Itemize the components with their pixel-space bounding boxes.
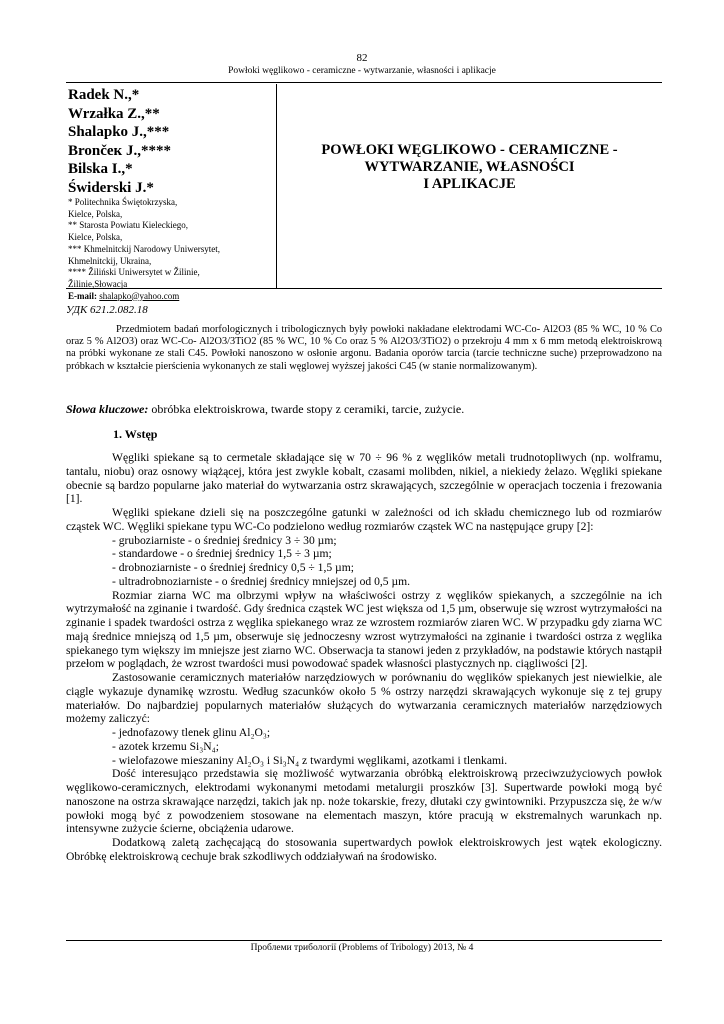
email-label: E-mail:	[68, 290, 97, 301]
affiliation-line: * Politechnika Świętokrzyska,	[68, 197, 178, 207]
paragraph: Węgliki spiekane dzieli się na poszczególne gatunki w zależności od ich składu chemicznego lub od rozmiarów cząstek WC. Węgliki spiekane typu WC-Co podzielono według rozmiarów cząstek WC na następujące grupy [2]:	[66, 506, 662, 533]
author-name: Shalapko J.,***	[68, 124, 170, 140]
paragraph: Rozmiar ziarna WC ma olbrzymi wpływ na właściwości ostrzy z węglików spiekanych, a szczególnie na ich wytrzymałość na zginanie i twardość. Gdy średnica cząstek WC jest większa od 1,5 µm, obserwuje się wzrost wytrzymałości na zginanie i spadek twardości ostrza z węglika spiekanego wraz ze wzrostem rozmiarów ziaren WC. W przypadku gdy ziarna WC mają średnice mniejszą od 1,5 µm, obserwuje się jednoczesny wzrost wytrzymałości na zginanie i twardości ostrza z węglika spiekanego tym większy im mniejsze jest ziarno WC. Obserwacja ta stanowi jeden z przykładów, na podstawie których nastąpił przełom w poglądach, że wzrost twardości musi powodować spadek własności plastycznych np. ciągliwości [2].	[66, 588, 662, 671]
body-text	[66, 451, 662, 864]
list-item: - jednofazowy tlenek glinu Al₂O₃;	[112, 726, 271, 739]
keywords	[66, 402, 662, 417]
author-name: Brončeк J.,****	[68, 142, 171, 159]
author-list	[68, 86, 276, 197]
title-block	[277, 84, 662, 289]
list-item: - gruboziarniste - o średniej średnicy 3 ÷ 30 µm;	[112, 533, 337, 547]
section-heading: 1. Wstęp	[113, 427, 158, 441]
list-item: - ultradrobnoziarniste - o średniej średnicy mniejszej od 0,5 µm.	[112, 574, 411, 588]
abstract: Przedmiotem badań morfologicznych i tribologicznych były powłoki nakładane elektrodami WC-Co- Al2O3 (85 % WC, 10 % Co oraz 5 % Al2O3) oraz WC-Co- Al2O3/3TiO2 (85 % WC, 10 % Co oraz 5 % Al2O3/3TiO2) o przekroju 4 mm x 6 mm metodą elektroiskrową na próbki wykonane ze stali C45. Powłoki nanoszono w osłonie argonu. Badania oporów tarcia (tarcie techniczne suche) przeprowadzono na próbkach w kształcie pierścienia wykonanych ze stali węglowej wyższej jakości C45 (w stanie normalizowanym).	[66, 324, 662, 372]
list-item: - azotek krzemu Si₃N₄;	[112, 739, 219, 753]
footer-rule	[66, 940, 662, 941]
paragraph: Zastosowanie ceramicznych materiałów narzędziowych w porównaniu do węglików spiekanych jest niewielkie, ale ciągle wykazuje dynamikę wzrostu. Według szacunków około 5 % ostrzy narzędzi skrawających wykonuje się z tej grupy materiałów. Do najbardziej popularnych materiałów służących do wytwarzania ceramicznych materiałów narzędziowych możemy zaliczyć:	[66, 671, 662, 726]
affiliation-line: Khmelnitckij, Ukraina,	[68, 255, 152, 266]
list-item: - wielofazowe mieszaniny Al₂O₃ i Si₃N₄ z twardymi węglikami, azotkami i tlenkami.	[112, 753, 508, 767]
title-line: WYTWARZANIE, WŁASNOŚCI	[364, 159, 575, 175]
affiliation-line: ** Starosta Powiatu Kieleckiego,	[68, 220, 188, 231]
affiliation-line: Žilinie,Słowacja	[68, 278, 128, 289]
udk-code: УДК 621.2.082.18	[66, 304, 148, 316]
email-link[interactable]: shalapko@yahoo.com	[99, 290, 180, 301]
keywords-text: obróbka elektroiskrowa, twarde stopy z ceramiki, tarcie, zużycie.	[148, 402, 465, 416]
journal-footer: Проблеми трибології (Problems of Tribology) 2013, № 4	[250, 943, 474, 953]
author-name: Radek N.,*	[68, 87, 140, 103]
keywords-label: Słowa kluczowe:	[66, 402, 149, 416]
list-item: - standardowe - o średniej średnicy 1,5 ÷ 3 µm;	[112, 547, 332, 561]
affiliations	[68, 197, 276, 302]
email-line	[68, 291, 276, 303]
paragraph: Dodatkową zaletą zachęcającą do stosowania supertwardych powłok elektroiskrowych jest wątek ekologiczny. Obróbkę elektroiskrową cechuje brak szkodliwych oddziaływań na środowisko.	[66, 836, 662, 863]
paragraph: Dość interesująco przedstawia się możliwość wytwarzania obróbką elektroiskrową przeciwzużyciowych powłok węglikowo-ceramicznych, elektrodami wykonanymi metodami metalurgii proszków [3]. Supertwarde powłoki mogą być nanoszone na ostrza skrawające narzędzi, takich jak np. noże tokarskie, frezy, dłutaki czy gwintowniki. Przypuszcza się, że w/w powłoki mogą być z powodzeniem stosowane na elementach maszyn, które pracują w ekstremalnych warunkach np. intensywne zużycie ścierne, obciążenia udarowe.	[66, 767, 662, 836]
header-rule	[66, 82, 662, 83]
affiliation-line: **** Žiliński Uniwersytet w Žilinie,	[68, 267, 200, 278]
running-title: Powłoki węglikowo - ceramiczne - wytwarzanie, własności i aplikacje	[228, 66, 496, 76]
author-name: Bilska I.,*	[68, 161, 133, 177]
author-name: Wrzałka Z.,**	[68, 105, 160, 122]
article-title	[277, 142, 662, 193]
affiliation-line: Kielce, Polska,	[68, 232, 123, 243]
page-number: 82	[356, 52, 368, 64]
list-item: - drobnoziarniste - o średniej średnicy 0,5 ÷ 1,5 µm;	[112, 561, 354, 574]
affiliation-line: Kielce, Polska,	[68, 208, 123, 219]
author-name: Świderski J.*	[68, 179, 154, 196]
title-line: I APLIKACJE	[423, 176, 516, 192]
affiliation-line: *** Khmelnitckij Narodowy Uniwersytet,	[68, 243, 220, 254]
author-block	[66, 84, 277, 301]
paragraph: Węgliki spiekane są to cermetale składające się w 70 ÷ 96 % z węglików metali trudnotopliwych (np. wolframu, tantalu, niobu) oraz osnowy wiążącej, która jest zwykle kobalt, czasami molibden, nikiel, a niekiedy żelazo. Węgliki spiekane obecnie są bardzo popularne jako materiał do wytwarzania ostrz skrawających, szczególnie w operacjach toczenia i frezowania [1].	[66, 451, 662, 506]
title-line: POWŁOKI WĘGLIKOWO - CERAMICZNE -	[321, 142, 618, 158]
